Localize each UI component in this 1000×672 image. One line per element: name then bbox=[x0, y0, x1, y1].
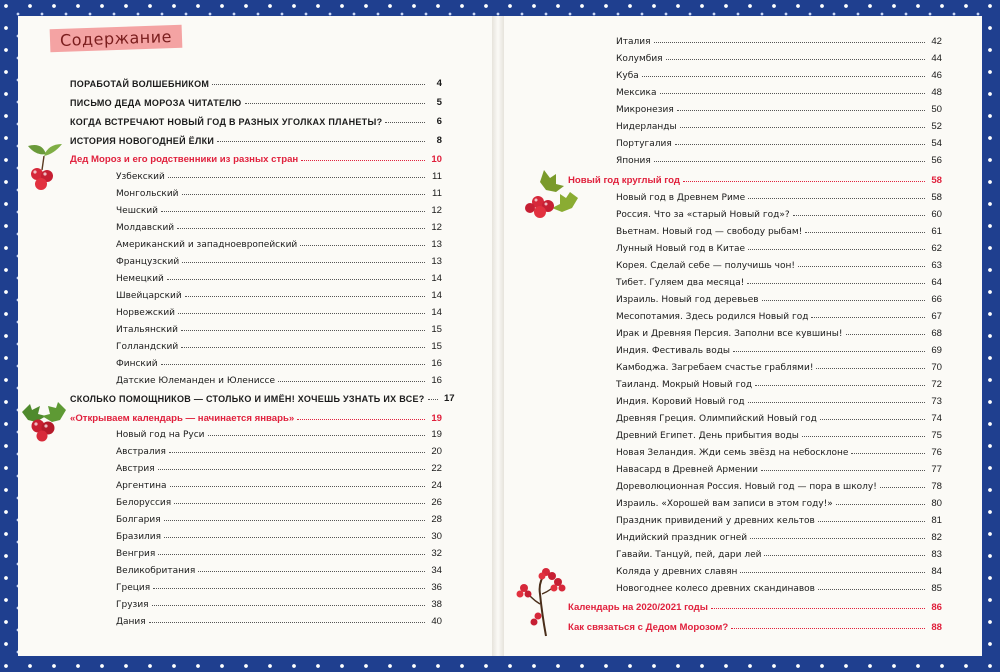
toc-entry-page: 6 bbox=[436, 116, 442, 127]
dot-leader bbox=[297, 419, 425, 420]
toc-entry-label: Израиль. «Хорошей вам записи в этом году!» bbox=[616, 499, 833, 509]
dot-leader bbox=[182, 194, 425, 195]
toc-entry-page: 60 bbox=[931, 209, 942, 220]
toc-entry[interactable] bbox=[116, 492, 442, 508]
toc-entry-label: Португалия bbox=[616, 139, 672, 149]
dot-leader bbox=[764, 555, 925, 556]
toc-entry-page: 56 bbox=[931, 155, 942, 166]
toc-entry[interactable] bbox=[616, 527, 942, 543]
dot-leader bbox=[217, 141, 425, 142]
toc-entry-page: 82 bbox=[931, 532, 942, 543]
toc-entry[interactable] bbox=[116, 577, 442, 593]
dot-leader bbox=[654, 161, 925, 162]
toc-entry[interactable] bbox=[616, 578, 942, 594]
toc-entry-page: 34 bbox=[431, 565, 442, 576]
dot-leader bbox=[170, 486, 425, 487]
toc-entry-label: Навасард в Древней Армении bbox=[616, 465, 759, 475]
toc-entry-label: Колумбия bbox=[616, 54, 663, 64]
toc-entry-label: Грузия bbox=[116, 600, 149, 610]
toc-entry[interactable] bbox=[568, 617, 942, 633]
dot-leader bbox=[747, 283, 925, 284]
toc-entry-label: Новый год на Руси bbox=[116, 430, 205, 440]
toc-entry[interactable] bbox=[70, 388, 455, 404]
dot-leader bbox=[164, 537, 425, 538]
toc-entry-label: Древний Египет. День прибытия воды bbox=[616, 431, 799, 441]
toc-entry[interactable] bbox=[616, 204, 942, 220]
dot-leader bbox=[818, 521, 925, 522]
dot-leader bbox=[793, 215, 925, 216]
toc-entry[interactable] bbox=[116, 611, 442, 627]
toc-entry-label: СКОЛЬКО ПОМОЩНИКОВ — СТОЛЬКО И ИМЁН! ХОЧЕШЬ УЗНАТЬ ИХ ВСЕ? bbox=[70, 394, 425, 404]
toc-entry[interactable] bbox=[116, 475, 442, 491]
dot-leader bbox=[178, 313, 425, 314]
dot-leader bbox=[428, 399, 438, 400]
toc-entry[interactable] bbox=[616, 289, 942, 305]
toc-entry[interactable] bbox=[116, 424, 442, 440]
holly-berry-icon bbox=[20, 396, 68, 442]
toc-entry-page: 38 bbox=[431, 599, 442, 610]
toc-entry-page: 48 bbox=[931, 87, 942, 98]
book-gutter bbox=[492, 16, 504, 656]
toc-entry[interactable] bbox=[116, 319, 442, 335]
toc-entry-page: 40 bbox=[431, 616, 442, 627]
toc-entry-page: 67 bbox=[931, 311, 942, 322]
toc-entry-label: Австрия bbox=[116, 464, 155, 474]
toc-entry-page: 77 bbox=[931, 464, 942, 475]
toc-entry[interactable] bbox=[116, 353, 442, 369]
toc-entry[interactable] bbox=[616, 272, 942, 288]
toc-entry-label: Дед Мороз и его родственники из разных стран bbox=[70, 154, 299, 165]
toc-entry-label: Лунный Новый год в Китае bbox=[616, 244, 746, 254]
toc-entry-label: Микронезия bbox=[616, 105, 674, 115]
toc-entry[interactable] bbox=[616, 374, 942, 390]
dot-leader bbox=[212, 84, 425, 85]
toc-entry-page: 85 bbox=[931, 583, 942, 594]
toc-entry-label: Праздник привидений у древних кельтов bbox=[616, 516, 815, 526]
dot-leader bbox=[300, 245, 425, 246]
toc-entry-label: Греция bbox=[116, 583, 151, 593]
toc-entry[interactable] bbox=[116, 509, 442, 525]
toc-entry-page: 83 bbox=[931, 549, 942, 560]
dot-leader bbox=[755, 385, 925, 386]
dot-leader bbox=[802, 436, 925, 437]
toc-entry-label: Календарь на 2020/2021 годы bbox=[568, 602, 708, 613]
toc-entry-page: 16 bbox=[431, 375, 442, 386]
toc-entry-label: Новая Зеландия. Жди семь звёзд на небосклоне bbox=[616, 448, 849, 458]
dot-leader bbox=[182, 262, 425, 263]
berry-sprig-icon bbox=[22, 140, 64, 194]
toc-entry[interactable] bbox=[616, 150, 942, 166]
dot-leader bbox=[805, 232, 925, 233]
toc-entry-page: 75 bbox=[931, 430, 942, 441]
toc-entry[interactable] bbox=[568, 597, 942, 613]
toc-entry[interactable] bbox=[616, 357, 942, 373]
dot-leader bbox=[181, 330, 425, 331]
toc-entry[interactable] bbox=[616, 238, 942, 254]
toc-entry[interactable] bbox=[616, 221, 942, 237]
dot-leader bbox=[174, 503, 425, 504]
toc-entry[interactable] bbox=[70, 111, 442, 127]
toc-entry-label: Швейцарский bbox=[116, 291, 182, 301]
toc-entry-page: 14 bbox=[431, 290, 442, 301]
toc-entry-page: 78 bbox=[931, 481, 942, 492]
dot-leader bbox=[654, 42, 925, 43]
toc-entry-label: Гавайи. Танцуй, пей, дари лей bbox=[616, 550, 762, 560]
toc-entry[interactable] bbox=[116, 441, 442, 457]
toc-entry-page: 44 bbox=[931, 53, 942, 64]
toc-entry[interactable] bbox=[616, 391, 942, 407]
toc-entry-label: Норвежский bbox=[116, 308, 176, 318]
toc-entry[interactable] bbox=[116, 200, 442, 216]
dot-leader bbox=[680, 127, 925, 128]
toc-entry-label: Дореволюционная Россия. Новый год — пора в школу! bbox=[616, 482, 877, 492]
toc-entry-label: Месопотамия. Здесь родился Новый год bbox=[616, 312, 809, 322]
dot-leader bbox=[818, 589, 925, 590]
dot-leader bbox=[675, 144, 925, 145]
toc-entry[interactable] bbox=[116, 251, 442, 267]
toc-entry-label: Корея. Сделай себе — получишь чон! bbox=[616, 261, 795, 271]
toc-entry-page: 4 bbox=[436, 78, 442, 89]
dot-leader bbox=[164, 520, 425, 521]
toc-entry[interactable] bbox=[616, 561, 942, 577]
toc-entry[interactable] bbox=[616, 476, 942, 492]
toc-entry-page: 66 bbox=[931, 294, 942, 305]
dot-leader bbox=[158, 469, 425, 470]
toc-entry[interactable] bbox=[568, 170, 942, 186]
dot-leader bbox=[152, 605, 425, 606]
title-banner bbox=[50, 27, 182, 50]
toc-entry-label: Ирак и Древняя Персия. Заполни все кувшины! bbox=[616, 329, 843, 339]
toc-entry-page: 30 bbox=[431, 531, 442, 542]
toc-entry[interactable] bbox=[616, 493, 942, 509]
toc-entry-label: Белоруссия bbox=[116, 498, 172, 508]
toc-entry-label: Коляда у древних славян bbox=[616, 567, 738, 577]
dot-leader bbox=[733, 351, 925, 352]
toc-entry[interactable] bbox=[116, 560, 442, 576]
toc-entry[interactable] bbox=[116, 268, 442, 284]
dot-leader bbox=[181, 347, 425, 348]
toc-entry[interactable] bbox=[116, 543, 442, 559]
dot-leader bbox=[666, 59, 925, 60]
dot-leader bbox=[161, 364, 425, 365]
dot-leader bbox=[301, 160, 425, 161]
toc-entry-page: 54 bbox=[931, 138, 942, 149]
dot-leader bbox=[177, 228, 425, 229]
toc-entry-page: 5 bbox=[436, 97, 442, 108]
dot-leader bbox=[149, 622, 425, 623]
toc-entry-label: Немецкий bbox=[116, 274, 164, 284]
toc-entry-label: Нидерланды bbox=[616, 122, 677, 132]
toc-entry-page: 22 bbox=[431, 463, 442, 474]
toc-entry-label: Мексика bbox=[616, 88, 657, 98]
toc-entry-page: 14 bbox=[431, 273, 442, 284]
dot-leader bbox=[740, 572, 925, 573]
dot-leader bbox=[642, 76, 925, 77]
toc-entry-label: ИСТОРИЯ НОВОГОДНЕЙ ЁЛКИ bbox=[70, 136, 215, 146]
toc-entry-page: 58 bbox=[931, 175, 942, 186]
dot-leader bbox=[161, 211, 425, 212]
toc-entry-page: 74 bbox=[931, 413, 942, 424]
dot-leader bbox=[836, 504, 925, 505]
toc-entry-page: 8 bbox=[436, 135, 442, 146]
toc-entry-label: Великобритания bbox=[116, 566, 196, 576]
toc-entry-page: 12 bbox=[431, 205, 442, 216]
dot-leader bbox=[683, 181, 925, 182]
toc-entry[interactable] bbox=[616, 306, 942, 322]
toc-entry[interactable] bbox=[70, 73, 442, 89]
toc-entry-label: Дания bbox=[116, 617, 146, 627]
toc-entry-page: 80 bbox=[931, 498, 942, 509]
toc-entry[interactable] bbox=[70, 408, 442, 424]
toc-entry-page: 70 bbox=[931, 362, 942, 373]
toc-entry-page: 63 bbox=[931, 260, 942, 271]
dot-leader bbox=[748, 249, 925, 250]
toc-entry[interactable] bbox=[616, 187, 942, 203]
toc-entry-page: 11 bbox=[432, 188, 442, 199]
toc-entry[interactable] bbox=[116, 285, 442, 301]
toc-entry-label: Болгария bbox=[116, 515, 161, 525]
toc-entry[interactable] bbox=[616, 99, 942, 115]
toc-entry-page: 32 bbox=[431, 548, 442, 559]
toc-entry-page: 28 bbox=[431, 514, 442, 525]
toc-entry[interactable] bbox=[616, 116, 942, 132]
dot-leader bbox=[169, 452, 425, 453]
dot-leader bbox=[245, 103, 426, 104]
rowan-berry-icon bbox=[516, 564, 566, 638]
toc-entry-page: 88 bbox=[931, 622, 942, 633]
toc-entry-label: Австралия bbox=[116, 447, 166, 457]
toc-entry-page: 24 bbox=[431, 480, 442, 491]
toc-entry-label: Куба bbox=[616, 71, 639, 81]
toc-entry-label: Индия. Фестиваль воды bbox=[616, 346, 731, 356]
toc-entry-page: 58 bbox=[931, 192, 942, 203]
toc-entry-page: 36 bbox=[431, 582, 442, 593]
toc-entry[interactable] bbox=[616, 255, 942, 271]
toc-entry-label: Молдавский bbox=[116, 223, 175, 233]
toc-entry-label: Камбоджа. Загребаем счастье граблями! bbox=[616, 363, 814, 373]
dot-leader bbox=[748, 198, 925, 199]
dot-leader bbox=[750, 538, 925, 539]
toc-entry[interactable] bbox=[70, 92, 442, 108]
toc-entry-label: Таиланд. Мокрый Новый год bbox=[616, 380, 753, 390]
toc-entry-label: Израиль. Новый год деревьев bbox=[616, 295, 759, 305]
dot-leader bbox=[820, 419, 925, 420]
toc-entry[interactable] bbox=[616, 340, 942, 356]
toc-entry-page: 26 bbox=[431, 497, 442, 508]
toc-entry-page: 13 bbox=[431, 256, 442, 267]
toc-entry[interactable] bbox=[616, 31, 942, 47]
toc-entry-label: Вьетнам. Новый год — свободу рыбам! bbox=[616, 227, 803, 237]
dot-leader bbox=[677, 110, 925, 111]
toc-entry-page: 64 bbox=[931, 277, 942, 288]
toc-entry[interactable] bbox=[616, 442, 942, 458]
dot-leader bbox=[278, 381, 425, 382]
toc-entry-page: 19 bbox=[431, 413, 442, 424]
dot-leader bbox=[762, 300, 925, 301]
toc-entry-page: 61 bbox=[931, 226, 942, 237]
toc-entry-label: Древняя Греция. Олимпийский Новый год bbox=[616, 414, 817, 424]
toc-entry-label: Новый год в Древнем Риме bbox=[616, 193, 746, 203]
toc-entry[interactable] bbox=[616, 408, 942, 424]
toc-entry-page: 12 bbox=[431, 222, 442, 233]
toc-entry-label: Россия. Что за «старый Новый год»? bbox=[616, 210, 790, 220]
toc-entry[interactable] bbox=[116, 336, 442, 352]
toc-entry-label: Новогоднее колесо древних скандинавов bbox=[616, 584, 815, 594]
toc-entry[interactable] bbox=[116, 526, 442, 542]
toc-entry[interactable] bbox=[116, 183, 442, 199]
toc-entry-label: Монгольский bbox=[116, 189, 179, 199]
dot-leader bbox=[167, 279, 425, 280]
dot-leader bbox=[153, 588, 425, 589]
toc-entry-label: Датские Юлеманден и Юлениссе bbox=[116, 376, 276, 386]
toc-entry-page: 81 bbox=[931, 515, 942, 526]
toc-entry[interactable] bbox=[616, 65, 942, 81]
toc-entry-label: Французский bbox=[116, 257, 180, 267]
toc-entry-page: 14 bbox=[431, 307, 442, 318]
toc-entry-page: 10 bbox=[431, 154, 442, 165]
toc-entry[interactable] bbox=[616, 133, 942, 149]
toc-entry-label: Индийский праздник огней bbox=[616, 533, 748, 543]
toc-entry-page: 46 bbox=[931, 70, 942, 81]
dot-leader bbox=[198, 571, 425, 572]
toc-entry[interactable] bbox=[616, 459, 942, 475]
toc-entry-label: КОГДА ВСТРЕЧАЮТ НОВЫЙ ГОД В РАЗНЫХ УГОЛКАХ ПЛАНЕТЫ? bbox=[70, 117, 383, 127]
toc-entry-page: 72 bbox=[931, 379, 942, 390]
dot-leader bbox=[711, 608, 925, 609]
toc-entry-page: 68 bbox=[931, 328, 942, 339]
toc-entry-label: Узбекский bbox=[116, 172, 165, 182]
dot-leader bbox=[816, 368, 925, 369]
toc-entry-label: Новый год круглый год bbox=[568, 175, 680, 186]
toc-entry-page: 50 bbox=[931, 104, 942, 115]
toc-entry-label: «Открываем календарь — начинается январь» bbox=[70, 413, 295, 424]
toc-entry-label: Тибет. Гуляем два месяца! bbox=[616, 278, 745, 288]
toc-entry-page: 42 bbox=[931, 36, 942, 47]
toc-entry[interactable] bbox=[116, 234, 442, 250]
toc-entry[interactable] bbox=[116, 302, 442, 318]
toc-entry-page: 15 bbox=[431, 324, 442, 335]
toc-entry-page: 86 bbox=[931, 602, 942, 613]
toc-entry-page: 76 bbox=[931, 447, 942, 458]
dot-leader bbox=[761, 470, 925, 471]
dot-leader bbox=[185, 296, 425, 297]
toc-entry[interactable] bbox=[616, 82, 942, 98]
toc-entry-label: Италия bbox=[616, 37, 651, 47]
toc-entry[interactable] bbox=[616, 510, 942, 526]
toc-entry-page: 84 bbox=[931, 566, 942, 577]
toc-entry[interactable] bbox=[116, 217, 442, 233]
toc-entry-label: ПИСЬМО ДЕДА МОРОЗА ЧИТАТЕЛЮ bbox=[70, 98, 242, 108]
toc-entry-label: Итальянский bbox=[116, 325, 178, 335]
toc-entry-label: Американский и западноевропейский bbox=[116, 240, 298, 250]
toc-entry-page: 13 bbox=[431, 239, 442, 250]
dot-leader bbox=[880, 487, 925, 488]
dot-leader bbox=[851, 453, 925, 454]
toc-entry-label: Индия. Коровий Новый год bbox=[616, 397, 745, 407]
dot-leader bbox=[731, 628, 925, 629]
dot-leader bbox=[748, 402, 925, 403]
dot-leader bbox=[660, 93, 926, 94]
toc-entry-label: Япония bbox=[616, 156, 651, 166]
toc-entry[interactable] bbox=[616, 544, 942, 560]
toc-entry[interactable] bbox=[616, 48, 942, 64]
toc-entry-label: Как связаться с Дедом Морозом? bbox=[568, 622, 729, 633]
dot-leader bbox=[798, 266, 925, 267]
dot-leader bbox=[846, 334, 926, 335]
toc-entry-label: ПОРАБОТАЙ ВОЛШЕБНИКОМ bbox=[70, 79, 210, 89]
toc-entry-page: 16 bbox=[431, 358, 442, 369]
toc-entry-label: Бразилия bbox=[116, 532, 162, 542]
toc-entry[interactable] bbox=[616, 323, 942, 339]
dot-leader bbox=[168, 177, 425, 178]
toc-entry[interactable] bbox=[116, 166, 442, 182]
toc-entry-page: 52 bbox=[931, 121, 942, 132]
toc-entry[interactable] bbox=[70, 130, 442, 146]
toc-entry-label: Чешский bbox=[116, 206, 159, 216]
toc-entry[interactable] bbox=[616, 425, 942, 441]
toc-entry-page: 62 bbox=[931, 243, 942, 254]
toc-entry-page: 69 bbox=[931, 345, 942, 356]
toc-entry-label: Аргентина bbox=[116, 481, 167, 491]
toc-entry-page: 73 bbox=[931, 396, 942, 407]
toc-entry-page: 11 bbox=[432, 171, 442, 182]
dot-leader bbox=[158, 554, 425, 555]
dot-leader bbox=[385, 122, 425, 123]
dot-leader bbox=[208, 435, 425, 436]
toc-entry[interactable] bbox=[116, 458, 442, 474]
toc-entry[interactable] bbox=[70, 149, 442, 165]
dot-leader bbox=[811, 317, 925, 318]
toc-entry-page: 20 bbox=[431, 446, 442, 457]
toc-entry[interactable] bbox=[116, 594, 442, 610]
toc-entry-label: Финский bbox=[116, 359, 158, 369]
page-title: Содержание bbox=[50, 25, 183, 53]
toc-entry[interactable] bbox=[116, 370, 442, 386]
toc-entry-page: 15 bbox=[431, 341, 442, 352]
toc-entry-label: Венгрия bbox=[116, 549, 156, 559]
toc-entry-label: Голландский bbox=[116, 342, 179, 352]
toc-entry-page: 19 bbox=[431, 429, 442, 440]
toc-entry-page: 17 bbox=[443, 393, 455, 404]
